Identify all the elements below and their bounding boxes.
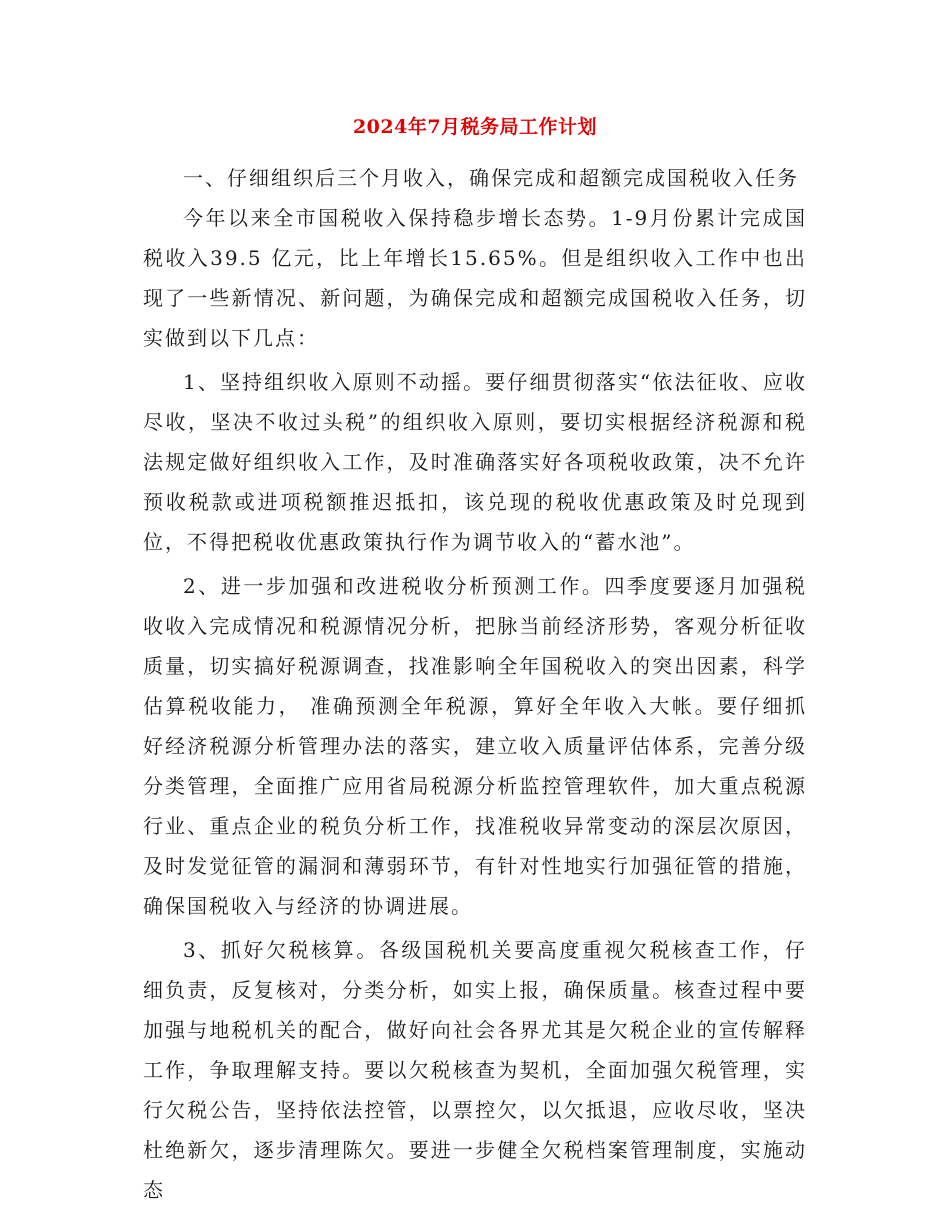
document-page xyxy=(143,0,807,1210)
section-heading: 一、仔细组织后三个月收入，确保完成和超额完成国税收入任务 xyxy=(183,166,799,190)
document-body xyxy=(143,158,807,1210)
body-paragraph: 1、坚持组织收入原则不动摇。要仔细贯彻落实“依法征收、应收尽收，坚决不收过头税”的组织收入原则，要切实根据经济税源和税法规定做好组织收入工作，及时准确落实好各项税收政策，决不允许预收税款或进项税额推迟抵扣，该兑现的税收优惠政策及时兑现到位，不得把税收优惠政策执行作为调节收入的“蓄水池”。 xyxy=(143,370,807,554)
body-paragraph: 今年以来全市国税收入保持稳步增长态势。1-9月份累计完成国税收入39.5 亿元，比上年增长15.65%。但是组织收入工作中也出现了一些新情况、新问题，为确保完成和超额完成国税收入任务，切实做到以下几点： xyxy=(143,206,807,350)
body-paragraph: 2、进一步加强和改进税收分析预测工作。四季度要逐月加强税收收入完成情况和税源情况分析，把脉当前经济形势，客观分析征收质量，切实搞好税源调查，找准影响全年国税收入的突出因素，科学估算税收能力， 准确预测全年税源，算好全年收入大帐。要仔细抓好经济税源分析管理办法的落实，建立收入质量评估体系，完善分级分类管理，全面推广应用省局税源分析监控管理软件，加大重点税源行业、重点企业的税负分析工作，找准税收异常变动的深层次原因，及时发觉征管的漏洞和薄弱环节，有针对性地实行加强征管的措施，确保国税收入与经济的协调进展。 xyxy=(143,574,807,918)
document-title: 2024年7月税务局工作计划 xyxy=(352,116,598,138)
body-paragraph: 3、抓好欠税核算。各级国税机关要高度重视欠税核查工作，仔细负责，反复核对，分类分析，如实上报，确保质量。核查过程中要加强与地税机关的配合，做好向社会各界尤其是欠税企业的宣传解释工作，争取理解支持。要以欠税核查为契机，全面加强欠税管理，实行欠税公告，坚持依法控管，以票控欠，以欠抵退，应收尽收，坚决杜绝新欠，逐步清理陈欠。要进一步健全欠税档案管理制度，实施动态 xyxy=(143,938,807,1202)
